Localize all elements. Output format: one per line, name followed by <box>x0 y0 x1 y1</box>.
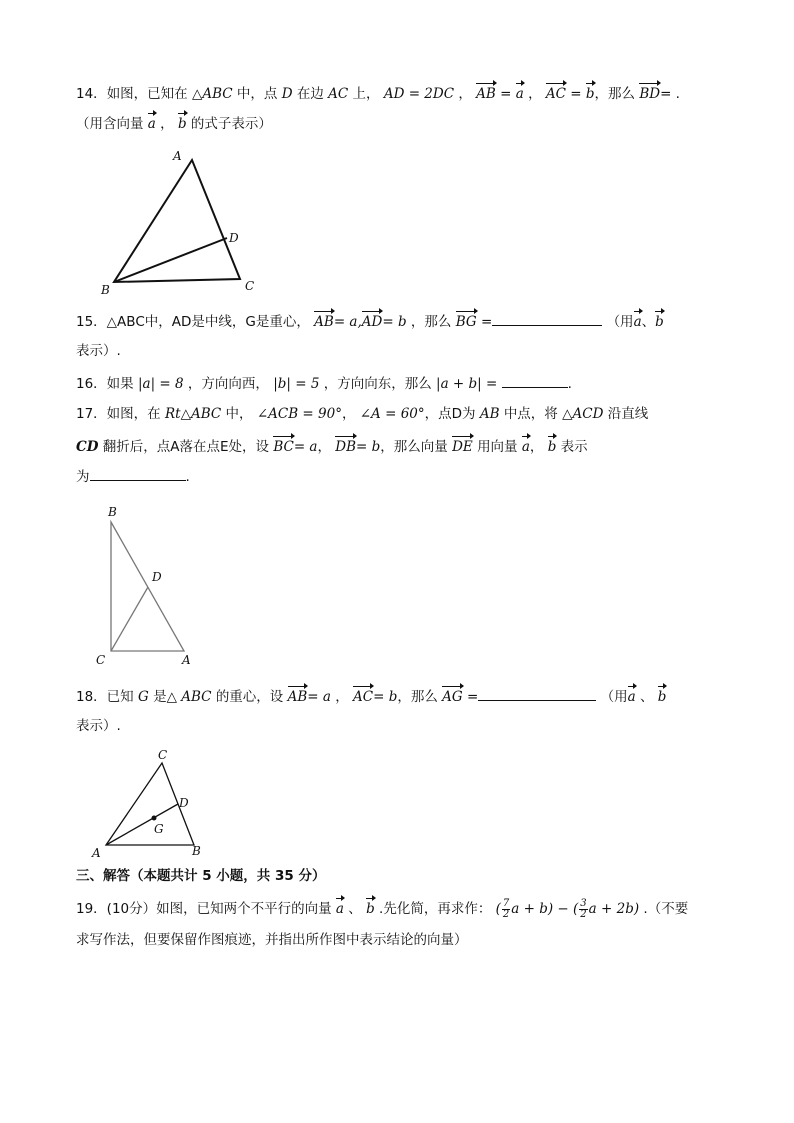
q19-frac-num: 7 <box>502 898 510 909</box>
q17-line1 <box>76 404 648 424</box>
q19-frac-num: 3 <box>580 898 587 909</box>
q17-text: ，那么向量 <box>380 439 448 455</box>
q17-text: ，点D为 <box>424 406 476 422</box>
q18-vector-b: b <box>658 685 667 707</box>
q14-line1: 14．如图，已知在 △ABC 中，点 D 在边 AC 上， AD = 2DC ， AB = a ， AC = b，那么 BD= . <box>76 82 680 104</box>
q18-sep: ， <box>335 689 349 705</box>
q15-text: = <box>480 314 493 330</box>
q15-eq: = a, <box>333 314 362 330</box>
q14-triangle-shape <box>114 160 240 282</box>
q17-label-c: C <box>96 653 106 667</box>
q18-label-c: C <box>158 748 168 762</box>
q18-triangle: ABC <box>181 689 212 705</box>
q19-expression <box>495 898 640 920</box>
q15-sep: 、 <box>641 314 656 330</box>
q14-label-b: B <box>101 283 110 297</box>
q15-vector-ab: AB <box>314 310 334 332</box>
q14-segment-bd <box>114 238 227 282</box>
q17-angle-a: ∠A = 60° <box>359 406 425 422</box>
q17-vector-a: a <box>522 435 530 457</box>
q15-text: （用 <box>606 314 634 330</box>
q14-sep: ， <box>458 86 472 102</box>
q16-abs-a: |a| = 8 <box>137 376 184 392</box>
q19-sep: 、 <box>348 901 362 917</box>
q17-triangle: Rt△ABC <box>164 406 222 422</box>
q14-sep: ， <box>528 86 542 102</box>
q19-expr-part: a + b) − ( <box>511 901 579 917</box>
q17-answer-blank[interactable] <box>90 466 186 481</box>
q17-label-b: B <box>108 505 117 519</box>
q18-label-d: D <box>179 796 189 810</box>
q16-line <box>76 373 572 394</box>
q19-frac-den: 2 <box>502 909 510 920</box>
q16-text: 16．如果 <box>76 376 134 392</box>
q15-vector-b: b <box>655 310 664 332</box>
q17-sep: ， <box>317 439 331 455</box>
q19-line1 <box>76 897 688 920</box>
q17-segment-cd <box>111 587 148 651</box>
q17-vector-b: b <box>548 435 557 457</box>
q17-vector-de: DE <box>452 435 473 457</box>
q14-text: 中，点 <box>236 86 278 102</box>
q18-text: ，那么 <box>397 689 438 705</box>
q19-text: .先化简，再求作： <box>379 901 492 917</box>
q14-text: 的式子表示） <box>190 116 272 132</box>
q14-vector-b: b <box>178 112 187 134</box>
q16-text: ，方向向东，那么 <box>323 376 432 392</box>
q18-median-ad <box>106 804 178 845</box>
q14-label-a: A <box>173 149 182 163</box>
q14-vector-ab: AB <box>476 82 496 104</box>
q17-side-ab: AB <box>479 406 500 422</box>
q18-eq: = b <box>373 689 398 705</box>
q18-vector-ab: AB <box>288 685 308 707</box>
q17-line-cd: CD <box>76 439 99 455</box>
q18-label-g: G <box>154 822 164 836</box>
q19-vector-a: a <box>336 897 344 919</box>
q17-text: 沿直线 <box>607 406 649 422</box>
q18-figure <box>88 745 218 860</box>
q14-text: （用含向量 <box>76 116 144 132</box>
q19-text: .（不要 <box>643 901 689 917</box>
q18-text: = <box>467 689 479 705</box>
q19-vector-b: b <box>366 897 375 919</box>
q17-vector-db: DB <box>335 435 356 457</box>
q14-vector-b: b <box>586 82 595 104</box>
q18-answer-blank[interactable] <box>478 686 596 701</box>
q18-text: （用 <box>600 689 628 705</box>
q17-triangle-acd: △ACD <box>562 406 604 422</box>
q14-vector-bd: BD <box>639 82 660 104</box>
q14-triangle: △ABC <box>191 86 233 102</box>
q14-point-d: D <box>281 86 293 102</box>
q14-text: ，那么 <box>594 86 636 102</box>
q18-label-a: A <box>92 846 101 860</box>
q15-text: ，那么 <box>410 314 452 330</box>
q14-text: = . <box>660 86 680 102</box>
q17-text: 用向量 <box>477 439 518 455</box>
q18-eq: = a <box>307 689 331 705</box>
q18-point-g: G <box>137 689 149 705</box>
q15-answer-blank[interactable] <box>492 311 602 326</box>
q16-abs-sum: |a + b| = <box>436 376 498 392</box>
q14-label-d: D <box>229 231 239 245</box>
q14-equation: AD = 2DC <box>383 86 455 102</box>
q14-label-c: C <box>245 279 255 293</box>
q18-vector-ac: AC <box>353 685 373 707</box>
q17-text: 17．如图，在 <box>76 406 161 422</box>
q17-text: ， <box>341 406 356 422</box>
q15-eq: = b <box>382 314 407 330</box>
q14-text: 如图，已知在 <box>106 86 188 102</box>
q17-vector-bc: BC <box>273 435 294 457</box>
q16-text: . <box>567 376 572 392</box>
q15-vector-bg: BG <box>456 310 477 332</box>
q17-text: . <box>185 469 190 485</box>
q15-line2 <box>76 341 121 361</box>
q18-centroid-point <box>152 816 157 821</box>
q19-frac-den: 2 <box>580 909 587 920</box>
q18-text: 表示）. <box>76 718 121 734</box>
q14-vector-a: a <box>516 82 524 104</box>
q18-vector-ag: AG <box>442 685 463 707</box>
q14-vector-a: a <box>148 112 156 134</box>
q17-eq: = a <box>293 439 318 455</box>
q17-line2 <box>76 435 588 457</box>
q14-text: ， <box>160 116 174 132</box>
q14-text: 上， <box>352 86 380 102</box>
q17-angle-acb: ∠ACB = 90° <box>256 406 342 422</box>
q15-text: 15．△ABC中，AD是中线，G是重心， <box>76 314 310 330</box>
q17-text: 中， <box>225 406 253 422</box>
q17-label-d: D <box>152 570 162 584</box>
q16-answer-blank[interactable] <box>502 373 568 388</box>
q16-text: ，方向向西， <box>187 376 269 392</box>
q18-line1 <box>76 685 666 707</box>
q19-expr-part: a + 2b) <box>588 901 640 917</box>
q17-text: 表示 <box>560 439 588 455</box>
q14-side: AC <box>328 86 349 102</box>
q14-line2 <box>76 112 272 134</box>
q17-text: 为 <box>76 469 90 485</box>
section-3-text: 三、解答（本题共计 5 小题，共 35 分） <box>76 868 326 884</box>
q18-label-b: B <box>192 844 201 858</box>
q14-text: 在边 <box>296 86 324 102</box>
q19-text: 求写作法，但要保留作图痕迹，并指出所作图中表示结论的向量） <box>76 932 468 948</box>
q16-abs-b: |b| = 5 <box>273 376 320 392</box>
q18-line2 <box>76 716 121 736</box>
q19-fraction-2 <box>579 899 587 920</box>
section-3-title <box>76 866 325 886</box>
q15-line1 <box>76 310 664 332</box>
q19-expr-part: ( <box>495 901 501 917</box>
q17-line3 <box>76 466 190 487</box>
q15-vector-ad: AD <box>362 310 383 332</box>
q18-vector-a: a <box>628 685 636 707</box>
q15-vector-a: a <box>634 310 642 332</box>
q14-figure <box>95 148 265 298</box>
q18-text: 的重心，设 <box>215 689 284 705</box>
q17-figure <box>92 503 202 673</box>
q17-text: 中点，将 <box>503 406 558 422</box>
q18-text: 是△ <box>153 689 177 705</box>
q17-eq: = b <box>356 439 381 455</box>
q14-vector-ac: AC <box>546 82 566 104</box>
q19-line2 <box>76 930 468 950</box>
q17-text: 翻折后，点A落在点E处，设 <box>102 439 270 455</box>
q17-sep: ， <box>529 439 544 455</box>
q15-text: 表示）. <box>76 343 121 359</box>
q17-label-a: A <box>182 653 191 667</box>
q18-text: 18．已知 <box>76 689 134 705</box>
q19-fraction-1 <box>502 899 510 920</box>
q19-text: 19．(10分）如图，已知两个不平行的向量 <box>76 901 332 917</box>
q14-number: 14． <box>76 86 107 102</box>
q18-sep: 、 <box>639 689 654 705</box>
